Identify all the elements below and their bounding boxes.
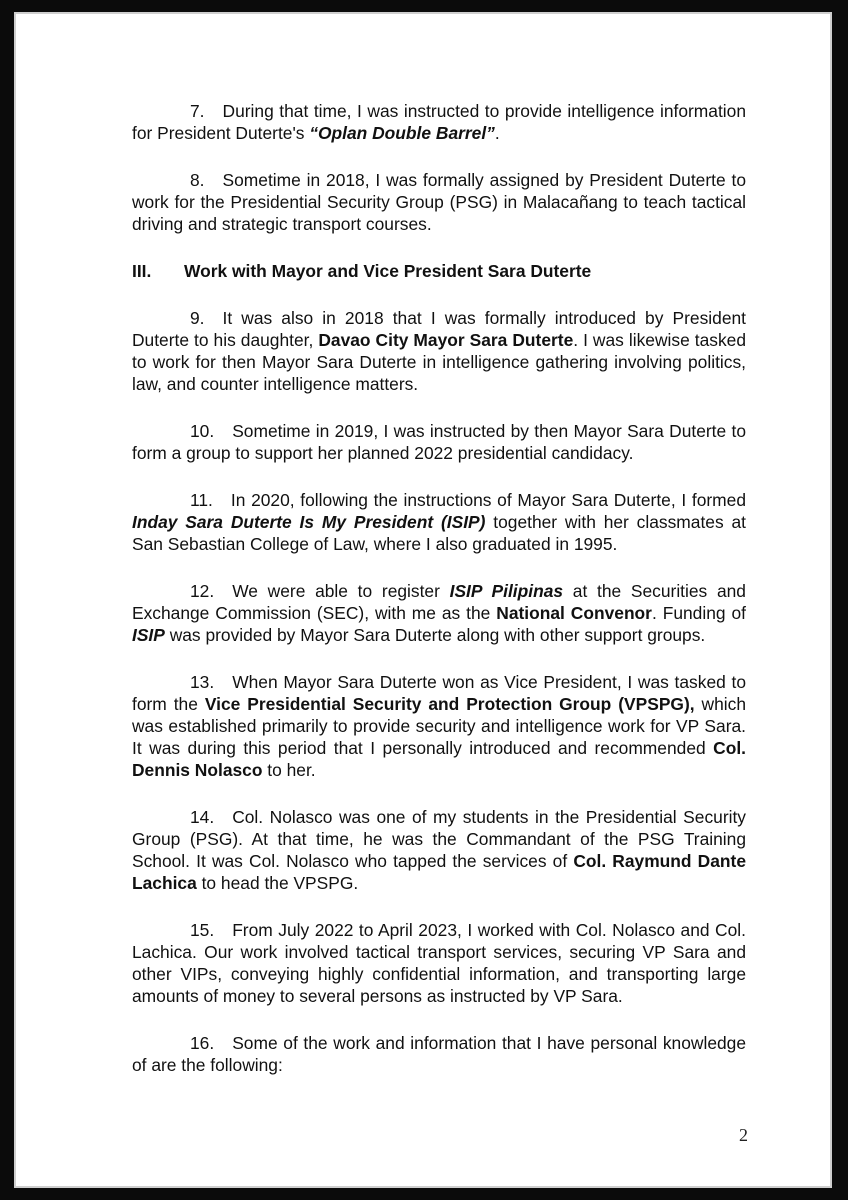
document-page	[14, 12, 832, 1188]
numbered-paragraph	[132, 580, 746, 646]
emphasis-text: Inday Sara Duterte Is My President (ISIP)	[132, 512, 486, 532]
numbered-paragraph	[132, 806, 746, 894]
bold-italic-run	[132, 512, 485, 532]
numbered-paragraph	[132, 1032, 746, 1076]
section-heading-number: III.	[132, 261, 152, 281]
emphasis-text: “Oplan Double Barrel”	[309, 123, 495, 143]
numbered-paragraph	[132, 489, 746, 555]
paragraph-text: . I was likewise tasked to work for then Mayor Sara Duterte in intelligence gathering involving politics, law, and counter intelligence matters.	[132, 330, 747, 394]
bold-italic-run	[132, 625, 165, 645]
emphasis-text: ISIP	[132, 625, 165, 645]
numbered-paragraph	[132, 420, 746, 464]
paragraph-text: We were able to register	[232, 581, 450, 601]
numbered-paragraph	[132, 169, 746, 235]
numbered-paragraph	[132, 919, 746, 1007]
bold-italic-run	[309, 123, 495, 143]
page-number: 2	[739, 1125, 748, 1145]
paragraph-number: 14.	[190, 807, 215, 827]
paragraph-text: During that time, I was instructed to provide intelligence information for President Duterte's	[132, 101, 746, 143]
document-body	[132, 100, 746, 1101]
paragraph-number: 8.	[190, 170, 205, 190]
paragraph-text: In 2020, following the instructions of Mayor Sara Duterte, I formed	[230, 490, 746, 510]
numbered-paragraph	[132, 671, 746, 781]
paragraph-text: which was established primarily to provide security and intelligence work for VP Sara. It was during this period that I personally introduced and recommended	[132, 694, 746, 758]
numbered-paragraph	[132, 100, 746, 144]
paragraph-number: 11.	[190, 490, 213, 510]
paragraph-text: to head the VPSPG.	[196, 873, 359, 893]
paragraph-text: . Funding of	[651, 603, 746, 623]
bold-text: Col. Raymund Dante Lachica	[132, 851, 746, 893]
paragraph-number: 16.	[190, 1033, 215, 1053]
paragraph-text: was provided by Mayor Sara Duterte along with other support groups.	[164, 625, 706, 645]
paragraph-text: together with her classmates at San Sebastian College of Law, where I also graduated in 1995.	[132, 512, 747, 554]
paragraph-text: Sometime in 2018, I was formally assigned by President Duterte to work for the Presidential Security Group (PSG) in Malacañang to teach tactical driving and strategic transport courses.	[132, 170, 746, 234]
paragraph-number: 9.	[190, 308, 205, 328]
paragraph-text: Sometime in 2019, I was instructed by then Mayor Sara Duterte to form a group to support her planned 2022 presidential candidacy.	[132, 421, 746, 463]
paragraph-text: Some of the work and information that I have personal knowledge of are the following:	[132, 1033, 746, 1075]
paragraph-text: When Mayor Sara Duterte won as Vice President, I was tasked to form the	[132, 672, 746, 714]
numbered-paragraph	[132, 307, 746, 395]
bold-text: Col. Dennis Nolasco	[132, 738, 746, 780]
paragraph-number: 10.	[190, 421, 215, 441]
paragraph-text: at the Securities and Exchange Commission (SEC), with me as the	[132, 581, 746, 623]
paragraph-number: 12.	[190, 581, 215, 601]
bold-italic-run	[450, 581, 563, 601]
bold-text: National Convenor	[496, 603, 652, 623]
paragraph-number: 7.	[190, 101, 205, 121]
paragraph-number: 15.	[190, 920, 215, 940]
paragraph-text: .	[494, 123, 500, 143]
section-heading	[132, 260, 746, 282]
bold-text: Vice Presidential Security and Protection Group (VPSPG),	[204, 694, 695, 714]
emphasis-text: ISIP Pilipinas	[449, 581, 564, 601]
paragraph-text: From July 2022 to April 2023, I worked with Col. Nolasco and Col. Lachica. Our work involved tactical transport services, securing VP Sara and other VIPs, conveying highly confidential information, and transporting large amounts of money to several persons as instructed by VP Sara.	[132, 920, 746, 1006]
paragraph-text: It was also in 2018 that I was formally introduced by President Duterte to his daughter,	[132, 308, 746, 350]
paragraph-text: Col. Nolasco was one of my students in the Presidential Security Group (PSG). At that time, he was the Commandant of the PSG Training School. It was Col. Nolasco who tapped the services of	[132, 807, 746, 871]
bold-text: Davao City Mayor Sara Duterte	[318, 330, 574, 350]
section-heading-text: Work with Mayor and Vice President Sara Duterte	[184, 261, 592, 281]
paragraph-number: 13.	[190, 672, 215, 692]
paragraph-text: to her.	[262, 760, 316, 780]
